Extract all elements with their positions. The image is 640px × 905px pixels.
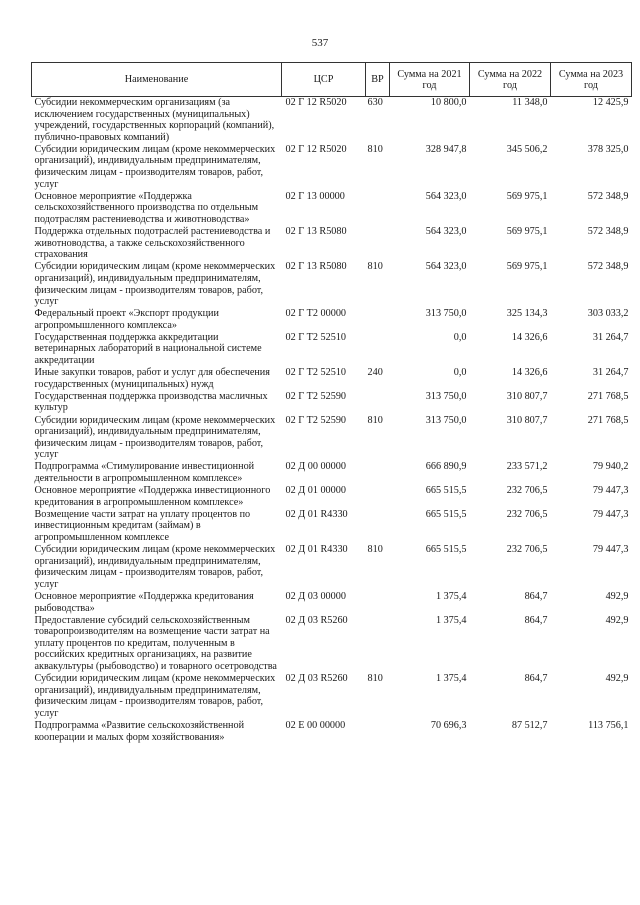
table-row — [32, 673, 632, 720]
table-row — [32, 226, 632, 261]
row-sum-2021: 1 375,4 — [435, 614, 467, 626]
row-csr-code: 02 Д 01 00000 — [285, 485, 346, 497]
row-sum-2023: 271 768,5 — [587, 390, 629, 402]
row-vr-code — [366, 461, 390, 485]
row-csr-code: 02 Д 03 00000 — [285, 590, 346, 602]
row-sum-2023: 79 447,3 — [592, 508, 629, 520]
row-sum-2023: 31 264,7 — [592, 367, 629, 379]
row-sum-2021: 1 375,4 — [435, 590, 467, 602]
table-row — [32, 261, 632, 308]
table-row — [32, 461, 632, 485]
row-vr-code — [366, 509, 390, 544]
row-name: Подпрограмма «Развитие сельскохозяйственной кооперации и малых форм хозяйствования» — [34, 719, 245, 743]
row-sum-2022: 864,7 — [524, 673, 548, 685]
row-name: Основное мероприятие «Поддержка инвестиционного кредитования в агропромышленном комплексе» — [34, 485, 271, 508]
row-sum-2021: 665 515,5 — [425, 544, 467, 556]
row-csr-code: 02 Д 01 R4330 — [285, 508, 348, 520]
row-vr-code: 240 — [367, 367, 383, 379]
row-csr-code: 02 Д 01 R4330 — [285, 544, 348, 556]
table-row — [32, 97, 632, 144]
row-name: Субсидии юридическим лицам (кроме некоммерческих организаций), индивидуальным предпринимателям, физическим лицам - производителям товаров, работ, услуг — [34, 414, 276, 461]
header-sum-2023: Сумма на 2023 год — [551, 63, 632, 97]
row-name: Основное мероприятие «Поддержка сельскохозяйственного производства по отдельным подотраслям растениеводства и животноводства» — [34, 190, 259, 225]
row-sum-2022: 232 706,5 — [506, 544, 548, 556]
row-sum-2023: 79 940,2 — [592, 461, 629, 473]
row-sum-2021: 0,0 — [453, 331, 467, 343]
row-vr-code — [366, 720, 390, 744]
row-sum-2022: 345 506,2 — [506, 143, 548, 155]
header-vr: ВР — [366, 63, 390, 97]
row-vr-code — [366, 485, 390, 509]
header-name: Наименование — [32, 63, 282, 97]
row-sum-2023: 378 325,0 — [587, 143, 629, 155]
row-csr-code: 02 Е 00 00000 — [285, 719, 346, 731]
row-name: Субсидии юридическим лицам (кроме некоммерческих организаций), индивидуальным предпринимателям, физическим лицам - производителям товаров, работ, услуг — [34, 261, 276, 308]
budget-table — [31, 62, 632, 744]
table-row — [32, 544, 632, 591]
row-sum-2021: 313 750,0 — [425, 308, 467, 320]
row-sum-2023: 79 447,3 — [592, 544, 629, 556]
row-csr-code: 02 Г Т2 52510 — [285, 331, 347, 343]
row-sum-2022: 232 706,5 — [506, 485, 548, 497]
row-sum-2021: 564 323,0 — [425, 226, 467, 238]
row-sum-2022: 14 326,6 — [511, 367, 548, 379]
row-sum-2022: 569 975,1 — [506, 190, 548, 202]
table-header — [32, 63, 632, 97]
row-name: Государственная поддержка аккредитации ветеринарных лабораторий в национальной системе аккредитации — [34, 331, 262, 367]
row-sum-2023: 492,9 — [605, 614, 629, 626]
row-name: Субсидии юридическим лицам (кроме некоммерческих организаций), индивидуальным предпринимателям, физическим лицам - производителям товаров, работ, услуг — [34, 673, 276, 719]
table-row — [32, 191, 632, 226]
row-sum-2022: 233 571,2 — [506, 461, 548, 473]
row-sum-2023: 492,9 — [605, 590, 629, 602]
row-sum-2022: 87 512,7 — [511, 719, 548, 731]
row-vr-code — [366, 591, 390, 615]
row-name: Субсидии юридическим лицам (кроме некоммерческих организаций), индивидуальным предпринимателям, физическим лицам - производителям товаров, работ, услуг — [34, 143, 276, 190]
row-sum-2021: 70 696,3 — [430, 719, 467, 731]
row-vr-code: 810 — [367, 414, 383, 426]
row-sum-2021: 10 800,0 — [430, 97, 467, 108]
row-vr-code — [366, 615, 390, 673]
row-sum-2023: 303 033,2 — [587, 308, 629, 320]
row-vr-code: 810 — [367, 544, 383, 556]
row-vr-code: 810 — [367, 143, 383, 155]
table-row — [32, 720, 632, 744]
row-vr-code — [366, 332, 390, 367]
row-sum-2023: 492,9 — [605, 673, 629, 685]
row-csr-code: 02 Г 13 R5080 — [285, 226, 347, 238]
table-row — [32, 485, 632, 509]
row-sum-2023: 79 447,3 — [592, 485, 629, 497]
page-number: 537 — [311, 37, 329, 49]
row-csr-code: 02 Г Т2 52510 — [285, 367, 347, 379]
row-csr-code: 02 Г 13 R5080 — [285, 261, 347, 273]
row-vr-code — [366, 391, 390, 415]
row-name: Государственная поддержка производства масличных культур — [34, 390, 268, 414]
header-sum-2021: Сумма на 2021 год — [390, 63, 470, 97]
table-row — [32, 367, 632, 391]
row-sum-2021: 564 323,0 — [425, 261, 467, 273]
row-sum-2023: 572 348,9 — [587, 261, 629, 273]
table-row — [32, 391, 632, 415]
row-csr-code: 02 Г 12 R5020 — [285, 97, 347, 108]
row-csr-code: 02 Г 13 00000 — [285, 190, 345, 202]
row-sum-2022: 325 134,3 — [506, 308, 548, 320]
row-sum-2021: 665 515,5 — [425, 485, 467, 497]
row-name: Предоставление субсидий сельскохозяйственным товаропроизводителям на возмещение части затрат на уплату процентов по кредитам, полученным в российских кредитных организациях, на развитие аквакультуры (рыбоводство) и товарного осетроводства — [34, 614, 277, 672]
row-sum-2023: 12 425,9 — [592, 97, 629, 108]
row-vr-code — [366, 226, 390, 261]
row-sum-2022: 569 975,1 — [506, 261, 548, 273]
row-sum-2021: 0,0 — [453, 367, 467, 379]
row-name: Основное мероприятие «Поддержка кредитования рыбоводства» — [34, 590, 254, 614]
row-vr-code — [366, 191, 390, 226]
row-sum-2021: 1 375,4 — [435, 673, 467, 685]
table-row — [32, 415, 632, 462]
row-vr-code: 630 — [367, 97, 383, 108]
row-csr-code: 02 Г Т2 52590 — [285, 390, 347, 402]
row-sum-2021: 313 750,0 — [425, 414, 467, 426]
row-sum-2023: 271 768,5 — [587, 414, 629, 426]
row-sum-2022: 569 975,1 — [506, 226, 548, 238]
row-sum-2023: 572 348,9 — [587, 190, 629, 202]
row-csr-code: 02 Д 03 R5260 — [285, 673, 348, 685]
row-csr-code: 02 Д 00 00000 — [285, 461, 346, 473]
table-row — [32, 615, 632, 673]
row-vr-code: 810 — [367, 261, 383, 273]
table-row — [32, 144, 632, 191]
row-name: Поддержка отдельных подотраслей растениеводства и животноводства, а также сельскохозяйственного страхования — [34, 226, 271, 261]
row-sum-2022: 14 326,6 — [511, 331, 548, 343]
row-name: Подпрограмма «Стимулирование инвестиционной деятельности в агропромышленном комплексе» — [34, 461, 255, 484]
budget-table-container — [31, 62, 631, 744]
row-name: Иные закупки товаров, работ и услуг для обеспечения государственных (муниципальных) нужд — [34, 367, 270, 390]
row-sum-2023: 113 756,1 — [588, 719, 629, 731]
row-sum-2022: 310 807,7 — [506, 390, 548, 402]
row-name: Субсидии некоммерческим организациям (за исключением государственных (муниципальных) учреждений, государственных корпораций (компаний), публично-правовых компаний) — [34, 97, 275, 143]
row-csr-code: 02 Г Т2 00000 — [285, 308, 347, 320]
row-sum-2021: 666 890,9 — [425, 461, 467, 473]
row-sum-2022: 11 348,0 — [512, 97, 548, 108]
row-vr-code: 810 — [367, 673, 383, 685]
table-row — [32, 591, 632, 615]
row-name: Возмещение части затрат на уплату процентов по инвестиционным кредитам (займам) в агропромышленном комплексе — [34, 508, 251, 543]
row-sum-2022: 864,7 — [524, 590, 548, 602]
row-vr-code — [366, 308, 390, 332]
row-csr-code: 02 Д 03 R5260 — [285, 614, 348, 626]
row-sum-2021: 564 323,0 — [425, 190, 467, 202]
row-sum-2023: 31 264,7 — [592, 331, 629, 343]
row-sum-2022: 864,7 — [524, 614, 548, 626]
row-sum-2021: 328 947,8 — [425, 143, 467, 155]
table-row — [32, 332, 632, 367]
table-row — [32, 509, 632, 544]
row-sum-2022: 310 807,7 — [506, 414, 548, 426]
row-csr-code: 02 Г 12 R5020 — [285, 143, 347, 155]
row-sum-2021: 665 515,5 — [425, 508, 467, 520]
row-name: Федеральный проект «Экспорт продукции агропромышленного комплекса» — [34, 308, 219, 331]
row-sum-2021: 313 750,0 — [425, 390, 467, 402]
row-sum-2023: 572 348,9 — [587, 226, 629, 238]
row-sum-2022: 232 706,5 — [506, 508, 548, 520]
table-row — [32, 308, 632, 332]
table-body — [32, 97, 632, 744]
row-name: Субсидии юридическим лицам (кроме некоммерческих организаций), индивидуальным предпринимателям, физическим лицам - производителям товаров, работ, услуг — [34, 544, 276, 590]
header-sum-2022: Сумма на 2022 год — [470, 63, 551, 97]
header-csr: ЦСР — [282, 63, 366, 97]
row-csr-code: 02 Г Т2 52590 — [285, 414, 347, 426]
